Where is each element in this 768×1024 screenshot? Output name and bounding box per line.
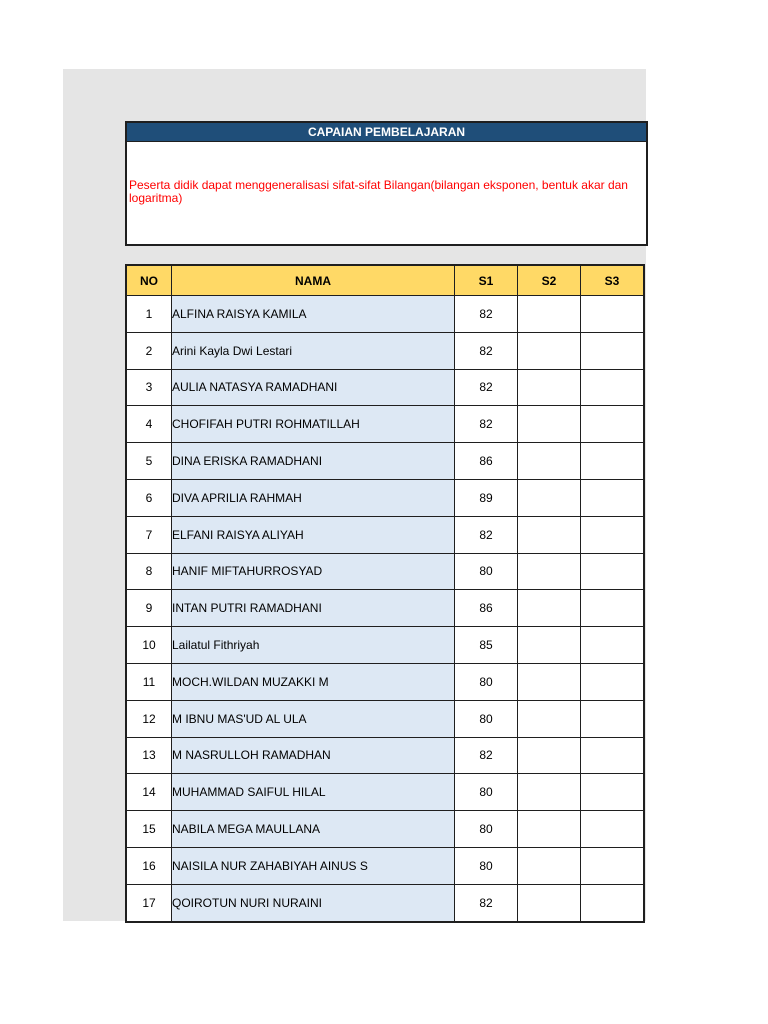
cell-s3[interactable] <box>581 774 645 811</box>
cell-nama[interactable]: M NASRULLOH RAMADHAN <box>172 737 455 774</box>
cell-s3[interactable] <box>581 590 645 627</box>
cell-s3[interactable] <box>581 737 645 774</box>
cell-s1[interactable]: 80 <box>455 774 518 811</box>
table-header-row <box>126 265 644 296</box>
cell-nama[interactable]: Lailatul Fithriyah <box>172 627 455 664</box>
cell-s3[interactable] <box>581 553 645 590</box>
cell-s3[interactable] <box>581 369 645 406</box>
header-s1: S1 <box>455 265 518 296</box>
cell-s3[interactable] <box>581 884 645 921</box>
header-nama: NAMA <box>172 265 455 296</box>
cell-no[interactable]: 5 <box>126 443 172 480</box>
cell-nama[interactable]: INTAN PUTRI RAMADHANI <box>172 590 455 627</box>
table-row <box>126 737 644 774</box>
cell-s2[interactable] <box>518 332 581 369</box>
cell-s2[interactable] <box>518 774 581 811</box>
cell-s1[interactable]: 82 <box>455 516 518 553</box>
cell-nama[interactable]: AULIA NATASYA RAMADHANI <box>172 369 455 406</box>
header-s3: S3 <box>581 265 645 296</box>
cell-no[interactable]: 14 <box>126 774 172 811</box>
cell-no[interactable]: 9 <box>126 590 172 627</box>
table-row <box>126 479 644 516</box>
table-row <box>126 296 644 333</box>
cell-s2[interactable] <box>518 369 581 406</box>
table-row <box>126 406 644 443</box>
table-row <box>126 332 644 369</box>
cell-s3[interactable] <box>581 627 645 664</box>
cell-nama[interactable]: MOCH.WILDAN MUZAKKI M <box>172 663 455 700</box>
cell-no[interactable]: 3 <box>126 369 172 406</box>
cell-s2[interactable] <box>518 884 581 921</box>
cell-s2[interactable] <box>518 553 581 590</box>
cell-s1[interactable]: 82 <box>455 406 518 443</box>
table-row <box>126 847 644 884</box>
cell-s3[interactable] <box>581 847 645 884</box>
table-row <box>126 443 644 480</box>
cell-no[interactable]: 7 <box>126 516 172 553</box>
cell-no[interactable]: 17 <box>126 884 172 921</box>
cell-no[interactable]: 15 <box>126 811 172 848</box>
cell-s2[interactable] <box>518 663 581 700</box>
cell-s2[interactable] <box>518 443 581 480</box>
cell-nama[interactable]: Arini Kayla Dwi Lestari <box>172 332 455 369</box>
cell-s3[interactable] <box>581 700 645 737</box>
cell-no[interactable]: 1 <box>126 296 172 333</box>
cell-no[interactable]: 11 <box>126 663 172 700</box>
table-row <box>126 700 644 737</box>
cell-s2[interactable] <box>518 847 581 884</box>
table-row <box>126 369 644 406</box>
table-row <box>126 811 644 848</box>
cell-nama[interactable]: QOIROTUN NURI NURAINI <box>172 884 455 921</box>
cell-no[interactable]: 12 <box>126 700 172 737</box>
cell-s1[interactable]: 89 <box>455 479 518 516</box>
cell-s1[interactable]: 80 <box>455 663 518 700</box>
cell-s1[interactable]: 82 <box>455 332 518 369</box>
cell-nama[interactable]: ALFINA RAISYA KAMILA <box>172 296 455 333</box>
cell-s3[interactable] <box>581 663 645 700</box>
cell-s3[interactable] <box>581 332 645 369</box>
table-row <box>126 516 644 553</box>
cell-s2[interactable] <box>518 406 581 443</box>
cell-no[interactable]: 4 <box>126 406 172 443</box>
cell-s1[interactable]: 82 <box>455 296 518 333</box>
header-no: NO <box>126 265 172 296</box>
cell-s1[interactable]: 82 <box>455 369 518 406</box>
cell-no[interactable]: 6 <box>126 479 172 516</box>
cell-no[interactable]: 10 <box>126 627 172 664</box>
cell-s2[interactable] <box>518 627 581 664</box>
table-row <box>126 774 644 811</box>
table-row <box>126 553 644 590</box>
cell-s1[interactable]: 85 <box>455 627 518 664</box>
cell-nama[interactable]: NABILA MEGA MAULLANA <box>172 811 455 848</box>
capaian-pembelajaran-box <box>125 121 648 246</box>
table-row <box>126 590 644 627</box>
cell-s3[interactable] <box>581 811 645 848</box>
cell-nama[interactable]: HANIF MIFTAHURROSYAD <box>172 553 455 590</box>
cell-nama[interactable]: DIVA APRILIA RAHMAH <box>172 479 455 516</box>
cell-s2[interactable] <box>518 700 581 737</box>
table-body <box>126 296 644 922</box>
grades-table <box>125 264 645 923</box>
cell-s2[interactable] <box>518 811 581 848</box>
cell-s3[interactable] <box>581 479 645 516</box>
cell-no[interactable]: 13 <box>126 737 172 774</box>
cell-s1[interactable]: 80 <box>455 553 518 590</box>
cell-s2[interactable] <box>518 590 581 627</box>
cell-nama[interactable]: MUHAMMAD SAIFUL HILAL <box>172 774 455 811</box>
table-row <box>126 663 644 700</box>
cell-nama[interactable]: ELFANI RAISYA ALIYAH <box>172 516 455 553</box>
cell-no[interactable]: 16 <box>126 847 172 884</box>
cell-s2[interactable] <box>518 737 581 774</box>
cell-s2[interactable] <box>518 296 581 333</box>
cell-no[interactable]: 8 <box>126 553 172 590</box>
cell-nama[interactable]: CHOFIFAH PUTRI ROHMATILLAH <box>172 406 455 443</box>
cell-s2[interactable] <box>518 516 581 553</box>
capaian-header: CAPAIAN PEMBELAJARAN <box>127 123 646 142</box>
header-s2: S2 <box>518 265 581 296</box>
cell-s3[interactable] <box>581 443 645 480</box>
cell-no[interactable]: 2 <box>126 332 172 369</box>
table-row <box>126 627 644 664</box>
cell-s1[interactable]: 80 <box>455 847 518 884</box>
cell-s3[interactable] <box>581 516 645 553</box>
cell-nama[interactable]: M IBNU MAS'UD AL ULA <box>172 700 455 737</box>
cell-s2[interactable] <box>518 479 581 516</box>
cell-s3[interactable] <box>581 296 645 333</box>
cell-s1[interactable]: 82 <box>455 884 518 921</box>
cell-s1[interactable]: 80 <box>455 700 518 737</box>
cell-s1[interactable]: 86 <box>455 443 518 480</box>
cell-s1[interactable]: 80 <box>455 811 518 848</box>
table-row <box>126 884 644 921</box>
cell-s1[interactable]: 86 <box>455 590 518 627</box>
capaian-text: Peserta didik dapat menggeneralisasi sifat-sifat Bilangan(bilangan eksponen, bentuk akar dan logaritma) <box>129 178 628 205</box>
cell-s3[interactable] <box>581 406 645 443</box>
cell-s1[interactable]: 82 <box>455 737 518 774</box>
cell-nama[interactable]: NAISILA NUR ZAHABIYAH AINUS S <box>172 847 455 884</box>
cell-nama[interactable]: DINA ERISKA RAMADHANI <box>172 443 455 480</box>
